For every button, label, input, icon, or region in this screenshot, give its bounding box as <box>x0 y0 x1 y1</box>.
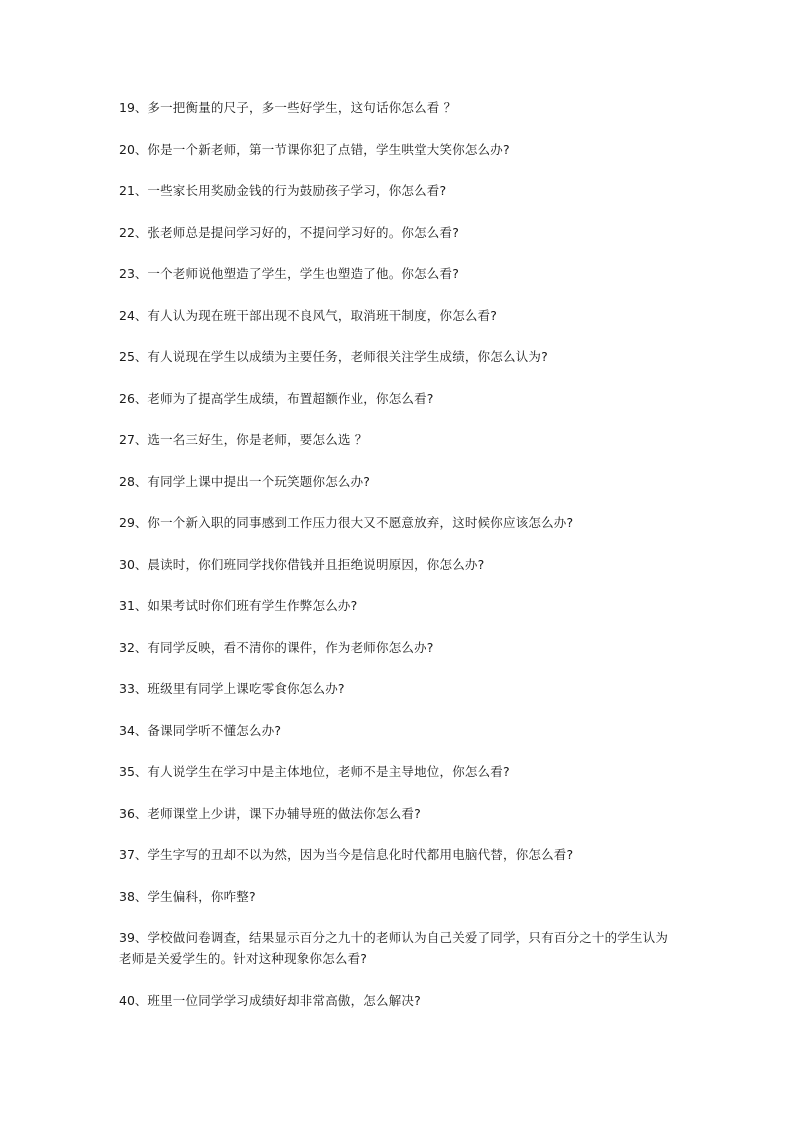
question-text: 一些家长用奖励金钱的行为鼓励孩子学习，你怎么看? <box>147 183 447 198</box>
question-item <box>119 429 679 450</box>
question-number: 26、 <box>119 390 148 406</box>
question-number: 20、 <box>119 141 148 157</box>
question-number: 21、 <box>119 183 148 198</box>
question-text: 备课同学听不懂怎么办? <box>147 722 282 738</box>
question-number: 39、 <box>119 930 148 945</box>
question-item <box>119 761 679 782</box>
question-text: 晨读时，你们班同学找你借钱并且拒绝说明原因，你怎么办? <box>147 556 485 572</box>
question-item <box>119 263 679 284</box>
question-text: 有人说现在学生以成绩为主要任务，老师很关注学生成绩，你怎么认为? <box>147 349 548 364</box>
question-item <box>119 471 679 492</box>
question-item <box>119 720 679 741</box>
question-text: 多一把衡量的尺子，多一些好学生，这句话你怎么看 ？ <box>147 100 457 115</box>
question-number: 23、 <box>119 266 148 281</box>
question-text: 有同学上课中提出一个玩笑题你怎么办? <box>147 473 371 489</box>
question-number: 19、 <box>119 100 148 115</box>
question-text: 张老师总是提问学习好的，不提问学习好的。你怎么看? <box>147 224 460 240</box>
question-number: 25、 <box>119 349 148 364</box>
question-item <box>119 97 679 118</box>
question-item <box>119 637 679 658</box>
question-text: 老师课堂上少讲，课下办辅导班的做法你怎么看? <box>147 805 421 821</box>
question-number: 29、 <box>119 515 148 530</box>
question-item <box>119 305 679 326</box>
question-item <box>119 927 679 969</box>
question-item <box>119 512 679 533</box>
question-number: 30、 <box>119 556 148 572</box>
question-text: 学生字写的丑却不以为然，因为当今是信息化时代都用电脑代替，你怎么看? <box>147 847 574 862</box>
question-number: 36、 <box>119 805 148 821</box>
question-number: 34、 <box>119 722 148 738</box>
question-text: 有同学反映，看不清你的课件，作为老师你怎么办? <box>147 639 434 655</box>
question-number: 32、 <box>119 639 148 655</box>
question-number: 40、 <box>119 992 148 1008</box>
question-number: 35、 <box>119 764 148 779</box>
question-text: 班级里有同学上课吃零食你怎么办? <box>147 681 345 696</box>
question-number: 38、 <box>119 888 148 904</box>
question-number: 24、 <box>119 307 148 323</box>
question-item <box>119 803 679 824</box>
question-item <box>119 678 679 699</box>
question-item <box>119 844 679 865</box>
question-text: 老师为了提高学生成绩，布置超额作业，你怎么看? <box>147 390 434 406</box>
question-number: 27、 <box>119 432 148 447</box>
question-number: 28、 <box>119 473 148 489</box>
question-number: 22、 <box>119 224 148 240</box>
question-item <box>119 990 679 1011</box>
question-item <box>119 222 679 243</box>
question-item <box>119 554 679 575</box>
question-number: 31、 <box>119 598 148 613</box>
question-text: 有人说学生在学习中是主体地位，老师不是主导地位，你怎么看? <box>147 764 510 779</box>
question-text: 你一个新入职的同事感到工作压力很大又不愿意放弃，这时候你应该怎么办? <box>147 515 574 530</box>
question-item <box>119 595 679 616</box>
question-number: 37、 <box>119 847 148 862</box>
question-number: 33、 <box>119 681 148 696</box>
question-item <box>119 346 679 367</box>
question-text: 如果考试时你们班有学生作弊怎么办? <box>147 598 358 613</box>
question-text: 班里一位同学学习成绩好却非常高傲，怎么解决? <box>147 992 421 1008</box>
question-list <box>119 97 679 1031</box>
question-text: 学生偏科，你咋整? <box>147 888 256 904</box>
question-text: 你是一个新老师，第一节课你犯了点错，学生哄堂大笑你怎么办? <box>147 141 510 157</box>
question-text: 学校做问卷调查，结果显示百分之九十的老师认为自己关爱了同学，只有百分之十的学生认为老师是关爱学生的。针对这种现象你怎么看? <box>119 930 669 966</box>
question-text: 一个老师说他塑造了学生，学生也塑造了他。你怎么看? <box>147 266 460 281</box>
question-item <box>119 886 679 907</box>
question-text: 有人认为现在班干部出现不良风气，取消班干制度，你怎么看? <box>147 307 498 323</box>
question-text: 选一名三好生，你是老师，要怎么选 ？ <box>147 432 368 447</box>
question-item <box>119 388 679 409</box>
question-item <box>119 139 679 160</box>
question-item <box>119 180 679 201</box>
